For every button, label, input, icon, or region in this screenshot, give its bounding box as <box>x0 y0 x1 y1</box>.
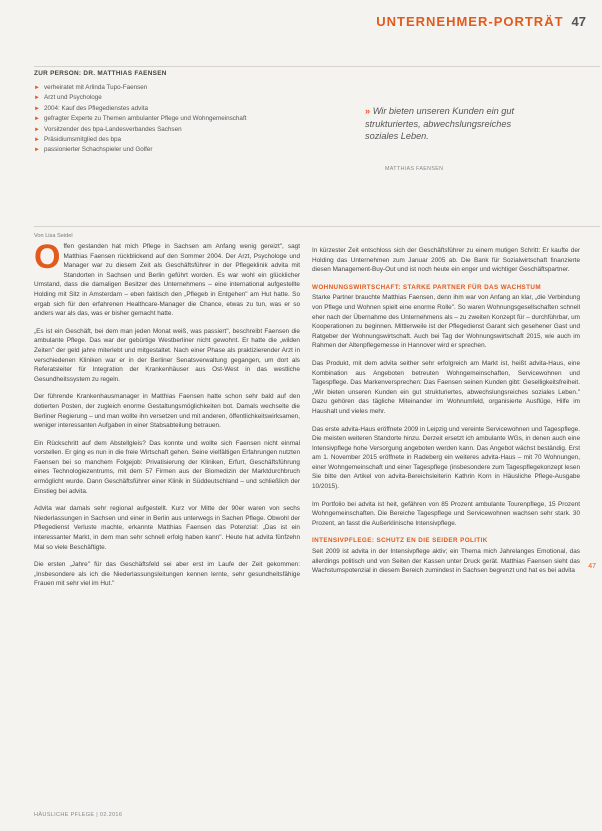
bullet-arrow-icon: ► <box>34 126 40 133</box>
drop-cap: O <box>34 238 61 276</box>
divider-bottom <box>34 226 600 227</box>
article-paragraph: Das Produkt, mit dem advita seither sehr erfolgreich am Markt ist, heißt advita-Haus, eine Kombination aus Angeboten betreuten Wohngemeinschaften, Servicewohnen und Tagespflege. Das Markenversprechen: Das Faensen seinen Kunden gibt: Geselligkeitsfreiheit. „Wir bieten unseren Kunden ein gut strukturiertes, abwechslungsreiches soziales Leben." Dazu gehören das tägliche Miteinander im Wohnumfeld, organisierte Ausflüge, Hilfe im Haushalt und vieles mehr. <box>312 359 580 415</box>
person-fact-text: Präsidiumsmitglied des bpa <box>44 136 121 144</box>
person-facts-list <box>34 83 296 156</box>
section-subhead: WOHNUNGSWIRTSCHAFT: STARKE PARTNER FÜR DAS WACHSTUM <box>312 283 541 291</box>
article-paragraph: Die ersten „Jahre" für das Geschäftsfeld sei aber erst im Laufe der Zeit gekommen: „Insbesondere als ich die Niederlassungsleitungen kennen lernte, sehr gesundheitsfähige Frauen mit sehr viel im Hut." <box>34 561 300 588</box>
article-paragraph: Im Portfolio bei advita ist heit, gefähren von 85 Prozent ambulante Tourenpflege, 15 Prozent Wohngemeinschaften. Die Bereiche Tagespflege und Servicewohnen wachsen sehr stark. 30 Prozent, an fasst die Außerklinische Intensivpflege. <box>312 500 580 527</box>
person-fact-text: 2004: Kauf des Pflegedienstes advita <box>44 104 148 112</box>
side-page-marker: 47 <box>588 563 596 570</box>
person-fact-item <box>34 145 296 155</box>
person-fact-item <box>34 83 296 93</box>
page-header <box>376 14 586 29</box>
bullet-arrow-icon: ► <box>34 116 40 123</box>
person-fact-item <box>34 93 296 103</box>
article-paragraph: In kürzester Zeit entschloss sich der Geschäftsführer zu einem mutigen Schritt: Er kaufte der Holding das Unternehmen zum Januar 2005 ab. Die Bank für Sozialwirtschaft finanzierte diesen Management-Buy-Out und ist noch heute ein enger und wichtiger Geschäftspartner. <box>312 247 580 274</box>
pull-quote-author: MATTHIAS FAENSEN <box>385 166 444 172</box>
article-column-left <box>34 238 300 597</box>
section-subhead: INTENSIVPFLEGE: SCHUTZ EN DIE SEIDER POLITIK <box>312 537 488 545</box>
article-paragraph-block <box>34 238 300 319</box>
article-paragraph: ffen gestanden hat mich Pflege in Sachsen am Anfang wenig gereizt", sagt Matthias Faensen rückblickend auf den Sommer 2004. Der Arzt, Psychologe und Manager war zu diesem Zeit als Geschäftsführer in der Pflegeklinik advita mit Standorten in Sachsen und Berlin geführt worden. Es war wohl ein glücklicher Umstand, dass die damaligen Besitzer des Unternehmens – eine international aufgestellte Holding mit Sitz in Amsterdam – eben faktisch den „Pflegeb in Entgehen" am Hut hatte. So ergab sich für den erfahrenen Healthcare-Manager die Chance, etwas zu tun, was er so anders war als das, was er bisher gemacht hatte. <box>34 243 300 318</box>
page-number: 47 <box>571 14 586 29</box>
person-fact-text: gefragter Experte zu Themen ambulanter Pflege und Wohngemeinschaft <box>44 115 247 123</box>
person-box-title: ZUR PERSON: DR. MATTHIAS FAENSEN <box>34 70 167 77</box>
article-paragraph: „Es ist ein Geschäft, bei dem man jeden Monat weiß, was passiert", beschreibt Faensen die ambulante Pflege. Das war der gebürtige Westberliner nicht gewohnt. Er hatte die „wilden Zeiten" der geld jahre miterlebt und mitgestaltet. Nach einer Phase als praktizierender Arzt in verschiedenen Kliniken war er in der Berliner Senatsverwaltung gegangen, um dort als Referatsleiter für Integration der Krankenhäuser aus Ost-West in das westliche Gesundheitssystem zu regeln. <box>34 327 300 383</box>
article-paragraph: Der führende Krankenhausmanager in Matthias Faensen hatte schon sehr bald auf den dotierten Posten, der zugleich enorme Gestaltungsmöglichkeiten bot. Damals wechselte die Berliner Regierung – und man wollte ihn versetzen und mit anderen, öffentlichkeitswirksamen, weniger interessanten Aufgaben in einer Stabsabteilung betrauen. <box>34 393 300 430</box>
person-fact-item <box>34 135 296 145</box>
bullet-arrow-icon: ► <box>34 95 40 102</box>
bullet-arrow-icon: ► <box>34 147 40 154</box>
article-column-right <box>312 246 580 584</box>
person-fact-text: Vorsitzender des bpa-Landesverbandes Sachsen <box>44 125 182 133</box>
person-info-box <box>34 70 296 156</box>
quote-mark-icon: » <box>365 106 371 116</box>
article-paragraph: Advita war damals sehr regional aufgestellt. Kurz vor Mitte der 90er waren von sechs Niederlassungen in Sachsen und einer in Berlin aus unterwegs in Sachen Pflege. Obwohl der Pflegedienst Verluste machte, erkannte Matthias Faensen das Potenzial: „Das ist ein interessanter Markt, in dem man sehr schnell erfolg haben kann". Heute hat advita fünfzehn Mal so viele Beschäftigte. <box>34 505 300 551</box>
page-footer: HÄUSLICHE PFLEGE | 02.2016 <box>34 812 123 818</box>
person-fact-text: verheiratet mit Arlinda Tupo-Faensen <box>44 84 148 91</box>
article-paragraph: Starke Partner brauchte Matthias Faensen, denn ihm war von Anfang an klar, „die Verbindung von Pflege und Wohnen spielt eine enorme Rolle". So waren Wohnungsgesellschaften schnell eher nach der Übernahme des Unternehmens als – zu zweiten Konzept für – durchführbar, um Kooperationen zu beginnen. Mittlerweile ist der Pflegedienst Garant sich gesehener Gast und Ratgeber der Wohnungswirtschaft. Auch bei Tag der Wohnungswirtschaft 2015, wie auch im Rahmen der Altenpflegemesse in Hannover wird er sprechen. <box>312 294 580 350</box>
person-fact-text: passionierter Schachspieler und Golfer <box>44 146 153 154</box>
person-fact-item <box>34 125 296 135</box>
person-fact-text: Arzt und Psychologe <box>44 94 102 102</box>
person-fact-item <box>34 104 296 114</box>
person-fact-item <box>34 114 296 124</box>
article-paragraph: Seit 2009 ist advita in der Intensivpflege aktiv; ein Thema mich Jahrelanges Emotional, das allerdings politisch und von Seiten der Kassen unter Druck gerät. Matthias Faensen sieht das Wachstumspotenzial in diesem Bereich zumindest in Sachsen begrenzt und hat es bei advita <box>312 548 580 575</box>
bullet-arrow-icon: ► <box>34 85 40 91</box>
bullet-arrow-icon: ► <box>34 105 40 112</box>
pull-quote <box>365 105 540 143</box>
bullet-arrow-icon: ► <box>34 137 40 144</box>
article-paragraph: Ein Rückschritt auf dem Abstellgleis? Das konnte und wollte sich Faensen nicht einmal vorstellen. Er ging es nun in die freie Wirtschaft gehen. Seine vielfältigen Erfahrungen nutzten Faensen bei so manchem Folgejob: Privatisierung der Kliniken, Erfurt, Geschäftsführung eines Technologiezentrums, mit dem 57 Firmen aus der Biomedizin der Marktdurchbruch ermöglicht wurde. Dann Geschäftsführer einer Klinik in Süddeutschland – und schließlich der Einstieg bei advita. <box>34 439 300 495</box>
article-paragraph: Das erste advita-Haus eröffnete 2009 in Leipzig und vereinte Servicewohnen und Tagespflege. Die meisten weiteren Standorte hinzu. Derzeit ersetzt ich ambulante WGs, in denen auch eine Intensivpflege hohe Versorgung angeboten werden kann. Das Angebot wächst beständig. Erst am 1. November 2015 eröffnete in Radeberg ein weiteres advita-Haus – mit 70 Wohnungen, einer Wohngemeinschaft und einer Tagespflege (insbesondere zum Tagespflegekonzept lesen Sie bitte den Artikel von advita-Bereichsleiterin Kathrin Korn in Häusliche Pflege-Ausgabe 10/2015). <box>312 425 580 491</box>
divider-top <box>34 66 600 67</box>
section-title: UNTERNEHMER-PORTRÄT <box>376 14 564 29</box>
byline: Von Lisa Seidel <box>34 233 73 239</box>
pull-quote-text: Wir bieten unseren Kunden ein gut strukturiertes, abwechslungsreiches soziales Leben. <box>365 106 515 142</box>
